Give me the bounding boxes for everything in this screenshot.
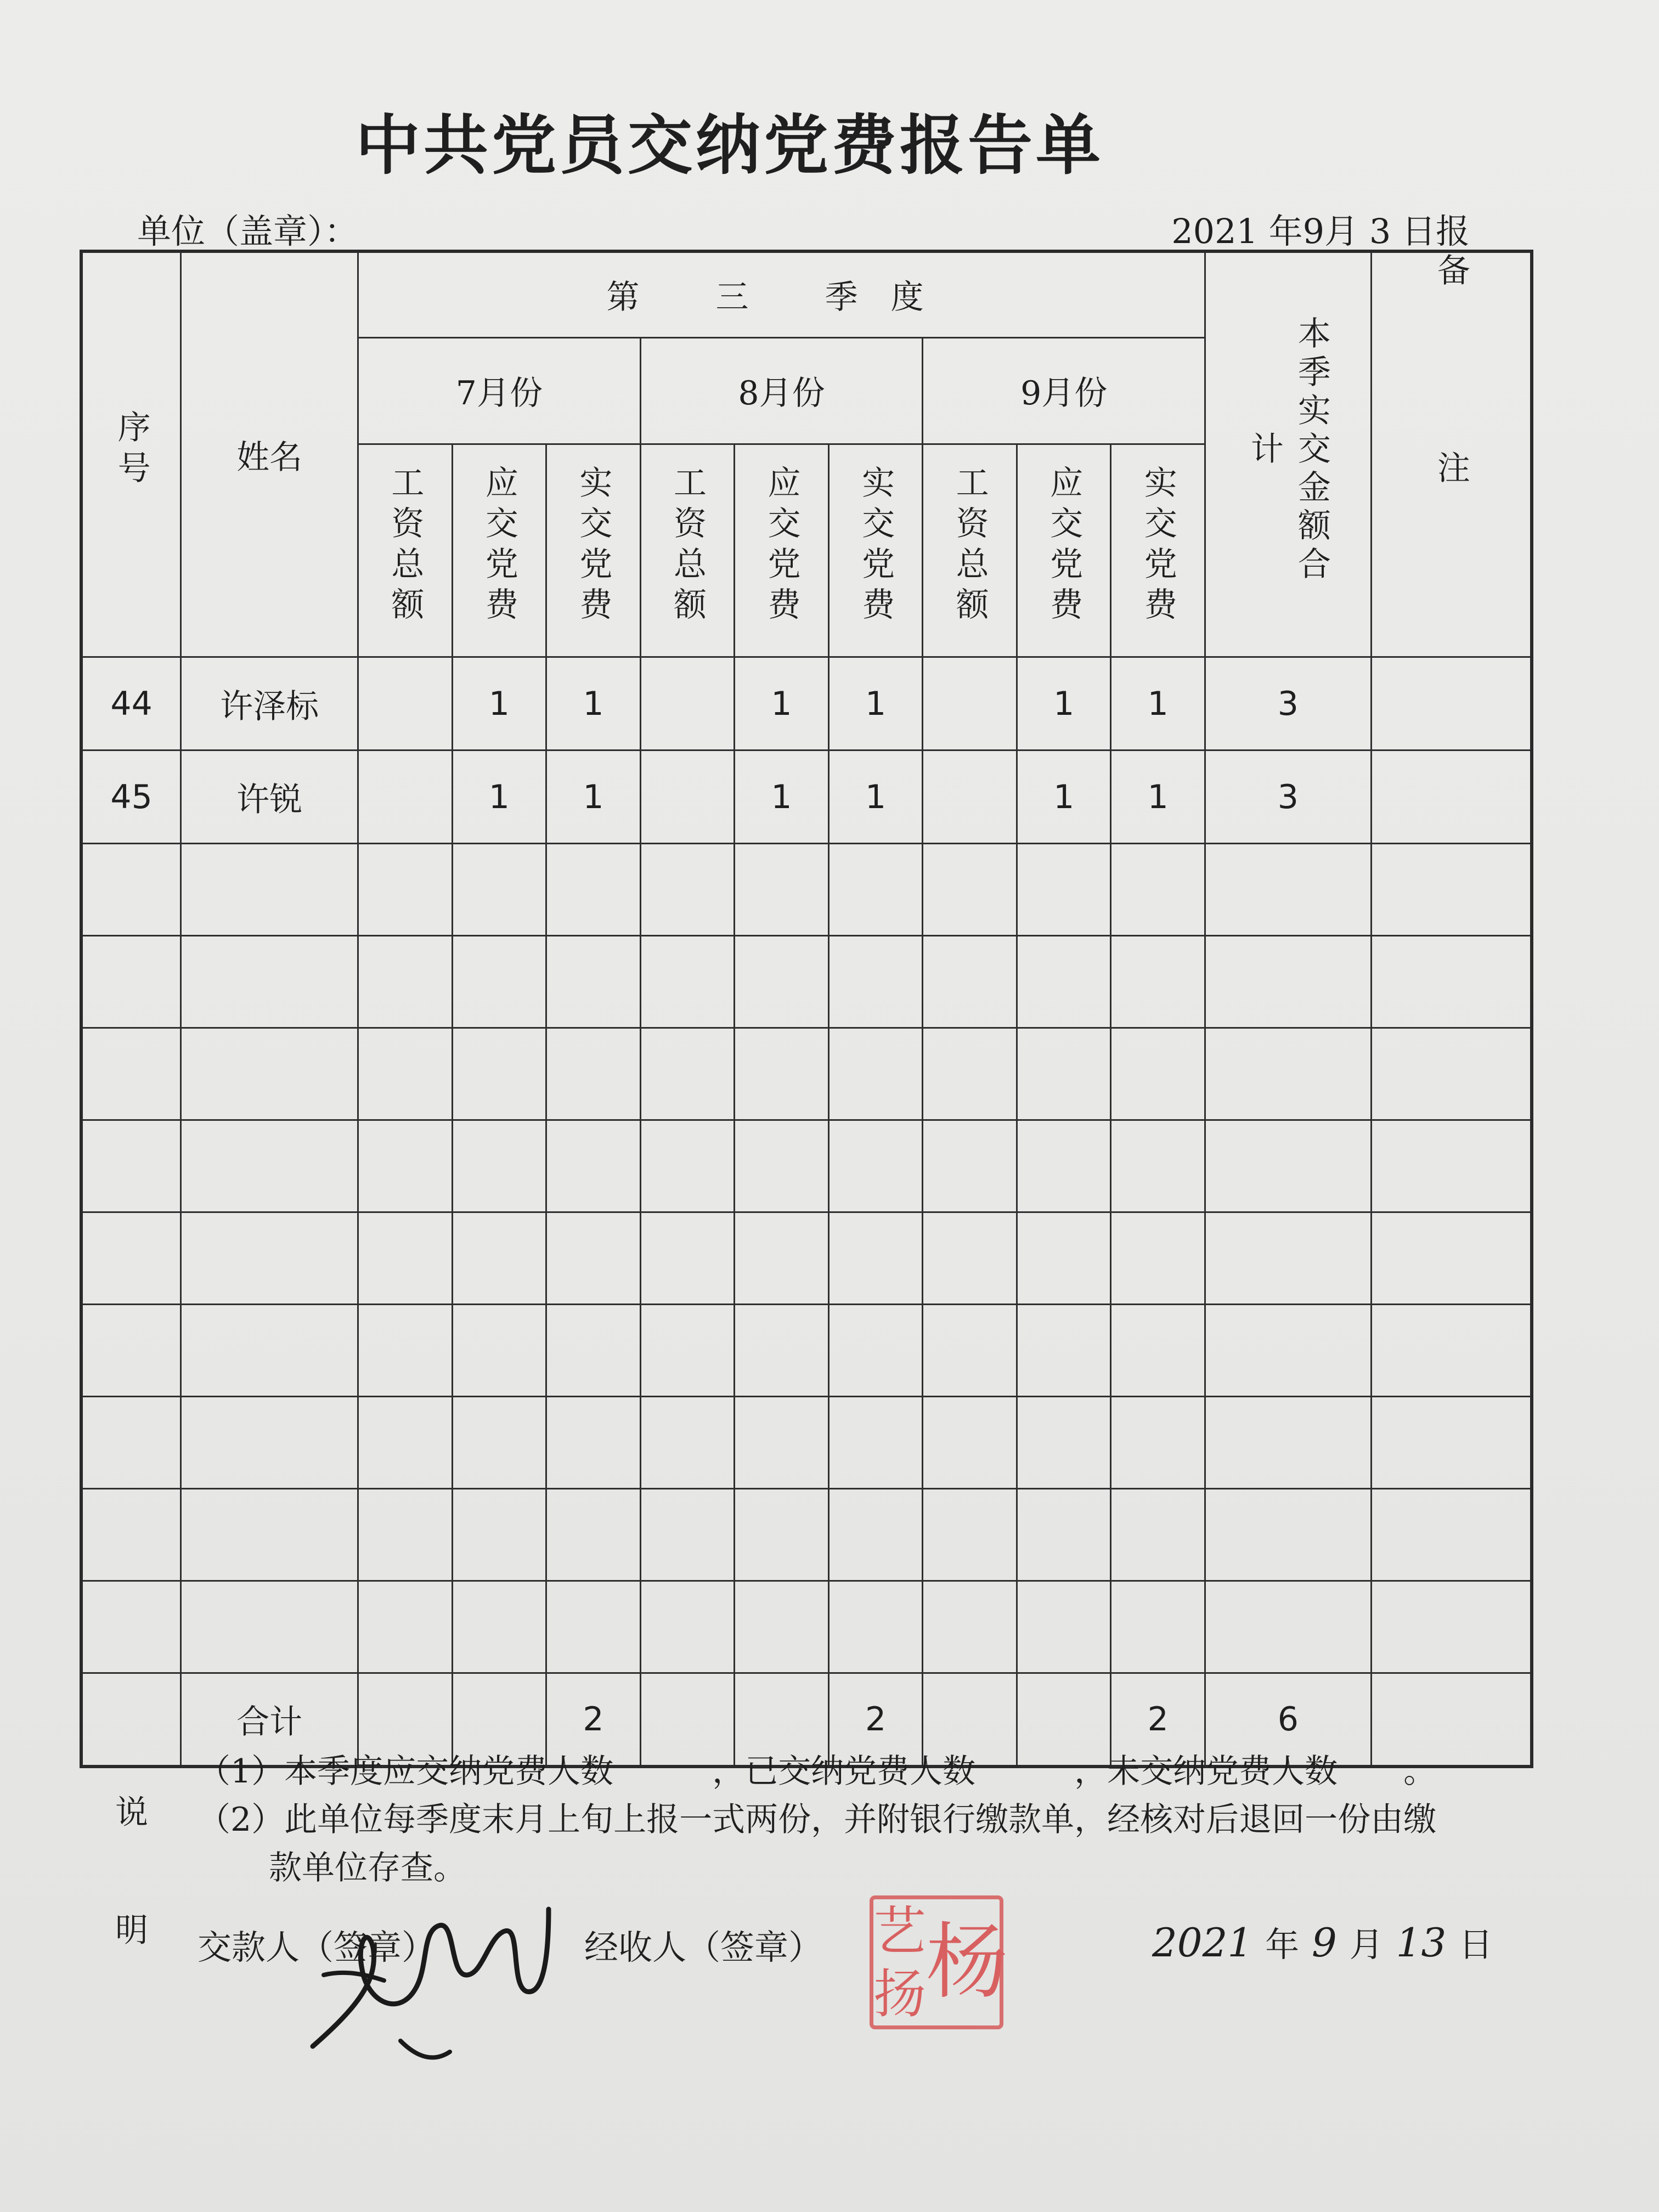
seal-char: 艺	[873, 1900, 926, 1962]
empty-cell	[640, 1028, 735, 1120]
hand-month: 9	[1312, 1920, 1337, 1966]
amount-cell	[923, 751, 1017, 844]
empty-cell	[358, 1581, 453, 1673]
empty-cell	[546, 1212, 641, 1305]
amount-cell: 1	[735, 751, 829, 844]
empty-cell	[1205, 1581, 1372, 1673]
empty-cell	[181, 1120, 358, 1212]
empty-cell	[735, 844, 829, 936]
notes-label-1: 说	[115, 1793, 148, 1832]
empty-cell	[358, 1397, 453, 1489]
amount-cell: 1	[1111, 751, 1205, 844]
unit-label: 单位（盖章）：	[137, 211, 359, 251]
remark-cell	[1371, 657, 1532, 751]
header-row-quarter	[81, 251, 1532, 337]
empty-cell	[1205, 1028, 1372, 1120]
empty-cell	[735, 936, 829, 1028]
empty-row	[81, 1489, 1532, 1581]
amount-cell: 1	[1111, 657, 1205, 751]
amount-cell: 1	[735, 657, 829, 751]
remark-header	[1371, 251, 1532, 657]
empty-cell	[735, 1397, 829, 1489]
empty-cell	[1111, 1212, 1205, 1305]
empty-cell	[1111, 1489, 1205, 1581]
name-header: 姓名	[181, 251, 358, 657]
subcol-paid	[1111, 444, 1205, 657]
report-date: 2021 年9月 3 日报	[1171, 211, 1470, 251]
subcol-text: 应交党费	[1045, 465, 1084, 628]
empty-cell	[828, 1028, 923, 1120]
empty-cell	[1017, 1489, 1111, 1581]
amount-cell: 1	[1017, 657, 1111, 751]
subcol-due	[1017, 444, 1111, 657]
empty-cell	[828, 844, 923, 936]
empty-cell	[923, 1581, 1017, 1673]
handwritten-signature	[291, 1865, 576, 2074]
empty-cell	[546, 936, 641, 1028]
empty-cell	[640, 1212, 735, 1305]
empty-cell	[181, 1305, 358, 1397]
empty-cell	[81, 1028, 181, 1120]
note-2-line-1: （2）此单位每季度末月上旬上报一式两份，并附银行缴款单，经核对后退回一份由缴	[198, 1801, 1437, 1839]
empty-cell	[640, 1305, 735, 1397]
empty-cell	[181, 1028, 358, 1120]
empty-cell	[735, 1120, 829, 1212]
empty-cell	[640, 1489, 735, 1581]
empty-cell	[1017, 1397, 1111, 1489]
receiver-label: 经收人（签章）	[584, 1927, 823, 1967]
subcol-text: 应交党费	[479, 465, 518, 628]
empty-cell	[452, 1489, 546, 1581]
empty-cell	[828, 1305, 923, 1397]
empty-cell	[923, 1028, 1017, 1120]
empty-row	[81, 1581, 1532, 1673]
empty-cell	[1371, 1397, 1532, 1489]
empty-cell	[452, 936, 546, 1028]
empty-cell	[358, 1212, 453, 1305]
empty-cell	[81, 1212, 181, 1305]
sum-m7-paid: 2	[546, 1673, 641, 1767]
empty-cell	[546, 1489, 641, 1581]
amount-cell: 1	[828, 657, 923, 751]
empty-cell	[1111, 1028, 1205, 1120]
empty-cell	[828, 1120, 923, 1212]
empty-cell	[735, 1581, 829, 1673]
empty-cell	[181, 936, 358, 1028]
empty-row	[81, 1397, 1532, 1489]
empty-cell	[923, 1489, 1017, 1581]
empty-cell	[1371, 936, 1532, 1028]
empty-cell	[735, 1489, 829, 1581]
subcol-due	[452, 444, 546, 657]
empty-cell	[1205, 1489, 1372, 1581]
empty-cell	[828, 936, 923, 1028]
month-7-header: 7月份	[358, 337, 641, 444]
amount-cell	[640, 751, 735, 844]
subcol-text: 实交党费	[574, 465, 613, 628]
empty-cell	[452, 1581, 546, 1673]
subcol-salary	[923, 444, 1017, 657]
payer-label: 交款人（签章）	[198, 1927, 436, 1967]
subcol-due	[735, 444, 829, 657]
empty-cell	[1017, 1120, 1111, 1212]
dues-table	[80, 250, 1533, 1768]
empty-cell	[923, 844, 1017, 936]
seq-cell: 44	[81, 657, 181, 751]
remark-cell	[1371, 751, 1532, 844]
empty-cell	[452, 1397, 546, 1489]
empty-row	[81, 844, 1532, 936]
form-title: 中共党员交纳党费报告单	[355, 107, 1104, 183]
total-header	[1205, 251, 1372, 657]
empty-cell	[1017, 1305, 1111, 1397]
subcol-salary	[358, 444, 453, 657]
empty-cell	[181, 1212, 358, 1305]
empty-cell	[1371, 844, 1532, 936]
empty-cell	[181, 1581, 358, 1673]
empty-cell	[1205, 1120, 1372, 1212]
empty-cell	[546, 1120, 641, 1212]
amount-cell: 1	[828, 751, 923, 844]
empty-cell	[735, 1305, 829, 1397]
empty-cell	[1205, 1397, 1372, 1489]
seq-header	[81, 251, 181, 657]
empty-cell	[358, 1120, 453, 1212]
sum-label: 合计	[181, 1673, 358, 1767]
empty-cell	[81, 1581, 181, 1673]
empty-cell	[181, 1397, 358, 1489]
empty-cell	[923, 1120, 1017, 1212]
empty-cell	[1205, 844, 1372, 936]
seal-char: 扬	[873, 1963, 926, 2025]
handwritten-date	[1152, 1917, 1493, 1966]
empty-cell	[1017, 1028, 1111, 1120]
empty-cell	[181, 1489, 358, 1581]
amount-cell: 1	[452, 751, 546, 844]
empty-cell	[81, 1489, 181, 1581]
sum-m8-paid: 2	[828, 1673, 923, 1767]
empty-cell	[1017, 844, 1111, 936]
subcol-text: 应交党费	[762, 465, 801, 628]
sum-total: 6	[1205, 1673, 1372, 1767]
subcol-paid	[828, 444, 923, 657]
table-row	[81, 751, 1532, 844]
empty-cell	[923, 1212, 1017, 1305]
empty-cell	[358, 936, 453, 1028]
empty-cell	[640, 1581, 735, 1673]
empty-cell	[1371, 1489, 1532, 1581]
note-1: （1）本季度应交纳党费人数 ，已交纳党费人数 ，未交纳党费人数 。	[198, 1752, 1437, 1791]
empty-cell	[1205, 936, 1372, 1028]
empty-cell	[640, 1397, 735, 1489]
empty-cell	[546, 1397, 641, 1489]
empty-cell	[546, 844, 641, 936]
empty-cell	[828, 1212, 923, 1305]
subcol-salary	[640, 444, 735, 657]
name-cell: 许锐	[181, 751, 358, 844]
empty-cell	[181, 844, 358, 936]
empty-cell	[1205, 1212, 1372, 1305]
seq-header-text: 序号	[112, 410, 151, 491]
empty-cell	[81, 1305, 181, 1397]
subcol-text: 实交党费	[1138, 465, 1177, 628]
empty-cell	[1111, 936, 1205, 1028]
empty-cell	[923, 936, 1017, 1028]
amount-cell	[923, 657, 1017, 751]
amount-cell: 1	[1017, 751, 1111, 844]
empty-cell	[1371, 1305, 1532, 1397]
empty-cell	[828, 1581, 923, 1673]
empty-cell	[1017, 1581, 1111, 1673]
empty-cell	[1371, 1212, 1532, 1305]
year-unit: 年	[1265, 1925, 1300, 1965]
empty-cell	[546, 1305, 641, 1397]
empty-cell	[1111, 1397, 1205, 1489]
amount-cell: 1	[546, 751, 641, 844]
note-2-line-2: 款单位存查。	[269, 1849, 466, 1887]
empty-cell	[546, 1581, 641, 1673]
month-8-header: 8月份	[640, 337, 923, 444]
day-unit: 日	[1459, 1925, 1493, 1965]
empty-cell	[452, 1120, 546, 1212]
empty-cell	[1111, 1305, 1205, 1397]
amount-cell	[358, 751, 453, 844]
subcol-text: 工资总额	[950, 465, 989, 628]
empty-cell	[1017, 936, 1111, 1028]
hand-day: 13	[1396, 1920, 1447, 1966]
empty-cell	[358, 1028, 453, 1120]
empty-cell	[452, 1305, 546, 1397]
empty-row	[81, 936, 1532, 1028]
empty-cell	[1111, 1581, 1205, 1673]
empty-cell	[1371, 1028, 1532, 1120]
red-seal-stamp	[870, 1895, 1009, 2029]
subcol-text: 工资总额	[668, 465, 707, 628]
empty-cell	[358, 844, 453, 936]
month-unit: 月	[1349, 1925, 1384, 1965]
amount-cell	[358, 657, 453, 751]
empty-cell	[923, 1397, 1017, 1489]
empty-cell	[828, 1489, 923, 1581]
empty-cell	[640, 844, 735, 936]
empty-cell	[81, 1120, 181, 1212]
total-cell: 3	[1205, 751, 1372, 844]
empty-cell	[828, 1397, 923, 1489]
empty-cell	[1111, 844, 1205, 936]
sum-seq-cell	[81, 1673, 181, 1767]
hand-year: 2021	[1152, 1920, 1253, 1966]
subcol-text: 实交党费	[856, 465, 895, 628]
empty-cell	[1371, 1581, 1532, 1673]
empty-cell	[452, 1212, 546, 1305]
empty-cell	[452, 844, 546, 936]
empty-row	[81, 1212, 1532, 1305]
subcol-paid	[546, 444, 641, 657]
empty-cell	[546, 1028, 641, 1120]
dues-table-wrapper	[80, 250, 1533, 1761]
amount-cell: 1	[452, 657, 546, 751]
name-cell: 许泽标	[181, 657, 358, 751]
empty-cell	[1017, 1212, 1111, 1305]
empty-cell	[735, 1212, 829, 1305]
empty-row	[81, 1305, 1532, 1397]
remark-header-text: 备注	[1431, 253, 1470, 648]
empty-cell	[81, 936, 181, 1028]
empty-cell	[452, 1028, 546, 1120]
total-header-text: 本季实交金额合计	[1245, 316, 1331, 585]
sum-m9-paid: 2	[1111, 1673, 1205, 1767]
seal-char: 杨	[926, 1915, 1009, 2010]
total-cell: 3	[1205, 657, 1372, 751]
empty-cell	[81, 1397, 181, 1489]
amount-cell: 1	[546, 657, 641, 751]
amount-cell	[640, 657, 735, 751]
month-9-header: 9月份	[923, 337, 1205, 444]
empty-cell	[1371, 1120, 1532, 1212]
empty-row	[81, 1120, 1532, 1212]
quarter-header: 第 三 季度	[358, 251, 1205, 337]
empty-cell	[1111, 1120, 1205, 1212]
empty-cell	[81, 844, 181, 936]
seq-cell: 45	[81, 751, 181, 844]
empty-cell	[923, 1305, 1017, 1397]
empty-cell	[358, 1489, 453, 1581]
empty-row	[81, 1028, 1532, 1120]
empty-cell	[1205, 1305, 1372, 1397]
notes-label-2: 明	[115, 1911, 148, 1950]
empty-cell	[735, 1028, 829, 1120]
empty-cell	[640, 1120, 735, 1212]
table-row	[81, 657, 1532, 751]
empty-cell	[640, 936, 735, 1028]
subcol-text: 工资总额	[386, 465, 425, 628]
empty-cell	[358, 1305, 453, 1397]
